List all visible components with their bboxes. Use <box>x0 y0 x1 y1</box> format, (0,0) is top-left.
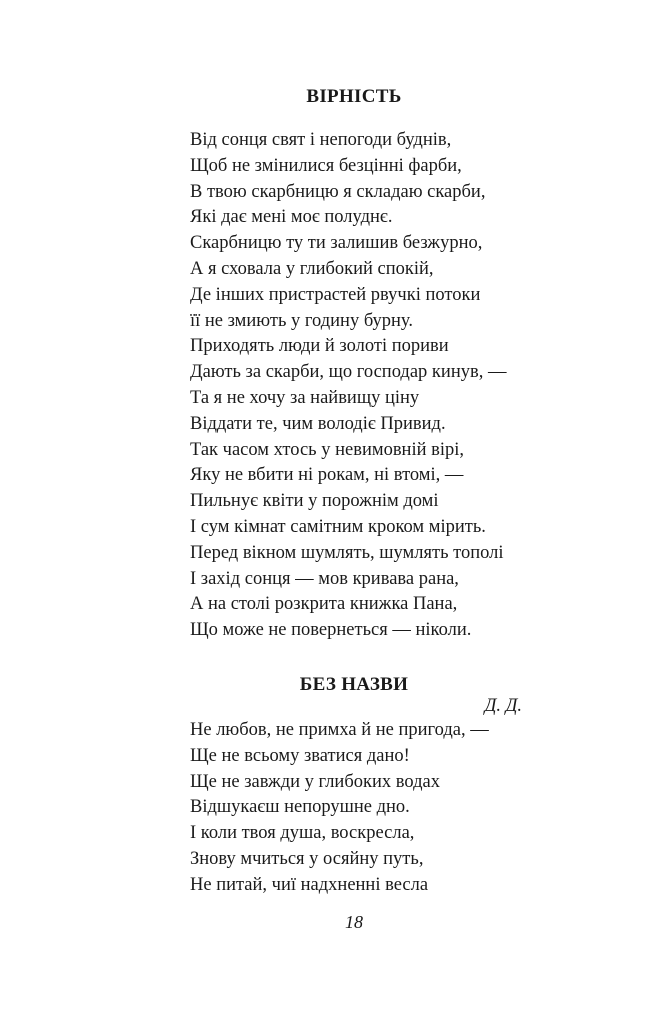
poem-line: А на столі розкрита книжка Пана, <box>190 594 458 615</box>
poem-line: А я сховала у глибокий спокій, <box>190 258 434 279</box>
poem-line: І сум кімнат самітним кроком мірить. <box>190 516 486 537</box>
poem-line: Від сонця свят і непогоди буднів, <box>190 130 452 150</box>
poem-line: Знову мчиться у осяйну путь, <box>190 848 424 869</box>
poem-line: Приходять люди й золоті пориви <box>190 336 449 357</box>
poem-line: Яку не вбити ні рокам, ні втомі, — <box>190 465 464 486</box>
poem-line: В твою скарбницю я складаю скарби, <box>190 181 486 202</box>
poem-line: її не змиють у годину бурну. <box>190 310 413 331</box>
poem-line: Та я не хочу за найвищу ціну <box>190 387 420 408</box>
poem-line: Де інших пристрастей рвучкі потоки <box>190 284 481 305</box>
poem-line: Ще не всьому зватися дано! <box>190 745 410 766</box>
poem-line: Скарбницю ту ти залишив безжурно, <box>190 233 483 254</box>
poem-line: Які дає мені моє полуднє. <box>190 207 393 228</box>
poem-line: Не питай, чиї надхненні весла <box>190 874 429 895</box>
poem-line: Перед вікном шумлять, шумлять тополі <box>190 542 504 563</box>
poem-line: Віддати те, чим володіє Привид. <box>190 413 446 434</box>
poem-line: І захід сонця — мов кривава рана, <box>190 568 459 589</box>
poem-line: Пильнує квіти у порожнім домі <box>190 491 439 512</box>
page-number: 18 <box>345 912 363 932</box>
poem-dedication: Д. Д. <box>484 696 522 716</box>
poem-line: Не любов, не примха й не пригода, — <box>190 720 489 740</box>
poem-line: Ще не завжди у глибоких водах <box>190 771 440 792</box>
poem-line: Так часом хтось у невимовній вірі, <box>190 439 465 460</box>
poem-title: ВІРНІСТЬ <box>306 86 402 107</box>
poem-line: Дають за скарби, що господар кинув, — <box>190 362 507 383</box>
poem-title: БЕЗ НАЗВИ <box>299 674 409 695</box>
poem-line: Щоб не змінилися безцінні фарби, <box>190 155 462 176</box>
poem-body <box>190 718 489 899</box>
poem-line: Відшукаєш непорушне дно. <box>190 797 410 818</box>
poem-line: Що може не повернеться — ніколи. <box>190 620 472 641</box>
poem-body <box>190 128 506 644</box>
poem-line: І коли твоя душа, воскресла, <box>190 823 415 844</box>
